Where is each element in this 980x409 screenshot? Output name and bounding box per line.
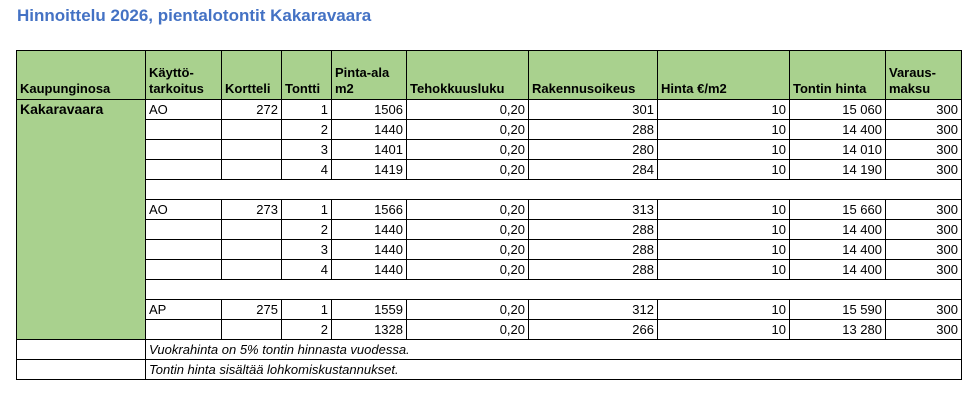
- cell-rakennusoikeus: 288: [529, 240, 658, 260]
- spacer-cell: [146, 280, 962, 300]
- cell-kayttotarkoitus: [146, 220, 222, 240]
- cell-tehokkuusluku: 0,20: [407, 320, 529, 340]
- cell-rakennusoikeus: 280: [529, 140, 658, 160]
- pricing-table: [16, 50, 962, 380]
- cell-kortteli: 275: [222, 300, 282, 320]
- cell-hinta: 10: [658, 220, 790, 240]
- cell-pinta-ala: 1440: [332, 240, 407, 260]
- cell-pinta-ala: 1566: [332, 200, 407, 220]
- spacer-cell: [146, 180, 962, 200]
- cell-varausmaksu: 300: [886, 140, 962, 160]
- table-row: [17, 240, 962, 260]
- table-row: [17, 200, 962, 220]
- cell-varausmaksu: 300: [886, 120, 962, 140]
- cell-tehokkuusluku: 0,20: [407, 220, 529, 240]
- cell-varausmaksu: 300: [886, 220, 962, 240]
- cell-tontti: 3: [282, 240, 332, 260]
- cell-kayttotarkoitus: AP: [146, 300, 222, 320]
- table-row: [17, 320, 962, 340]
- cell-pinta-ala: 1401: [332, 140, 407, 160]
- cell-hinta: 10: [658, 120, 790, 140]
- spacer-row: [17, 280, 962, 300]
- header-pinta-ala: Pinta-ala m2: [332, 51, 407, 100]
- cell-tontti: 1: [282, 300, 332, 320]
- cell-tontin-hinta: 14 400: [790, 220, 886, 240]
- header-tontin-hinta: Tontin hinta: [790, 51, 886, 100]
- cell-kayttotarkoitus: [146, 320, 222, 340]
- cell-tehokkuusluku: 0,20: [407, 100, 529, 120]
- cell-varausmaksu: 300: [886, 100, 962, 120]
- cell-kayttotarkoitus: AO: [146, 100, 222, 120]
- cell-tehokkuusluku: 0,20: [407, 140, 529, 160]
- district-cell: Kakaravaara: [17, 100, 146, 340]
- cell-tehokkuusluku: 0,20: [407, 260, 529, 280]
- cell-tontin-hinta: 13 280: [790, 320, 886, 340]
- cell-rakennusoikeus: 313: [529, 200, 658, 220]
- cell-tontin-hinta: 15 590: [790, 300, 886, 320]
- header-varausmaksu: Varaus- maksu: [886, 51, 962, 100]
- cell-varausmaksu: 300: [886, 260, 962, 280]
- cell-rakennusoikeus: 312: [529, 300, 658, 320]
- cell-tontti: 2: [282, 320, 332, 340]
- header-kayttotarkoitus: Käyttö- tarkoitus: [146, 51, 222, 100]
- header-tontti: Tontti: [282, 51, 332, 100]
- cell-tehokkuusluku: 0,20: [407, 120, 529, 140]
- cell-kortteli: 273: [222, 200, 282, 220]
- note-text: Tontin hinta sisältää lohkomiskustannukset.: [146, 360, 962, 380]
- header-tehokkuusluku: Tehokkuusluku: [407, 51, 529, 100]
- cell-tontti: 4: [282, 160, 332, 180]
- table-row: [17, 260, 962, 280]
- cell-tehokkuusluku: 0,20: [407, 240, 529, 260]
- cell-kortteli: 272: [222, 100, 282, 120]
- cell-hinta: 10: [658, 260, 790, 280]
- cell-rakennusoikeus: 284: [529, 160, 658, 180]
- cell-tontti: 2: [282, 220, 332, 240]
- cell-kortteli: [222, 240, 282, 260]
- cell-rakennusoikeus: 288: [529, 260, 658, 280]
- cell-rakennusoikeus: 301: [529, 100, 658, 120]
- cell-kortteli: [222, 140, 282, 160]
- cell-kayttotarkoitus: [146, 160, 222, 180]
- cell-tehokkuusluku: 0,20: [407, 160, 529, 180]
- cell-tontin-hinta: 14 400: [790, 120, 886, 140]
- cell-kortteli: [222, 260, 282, 280]
- cell-hinta: 10: [658, 160, 790, 180]
- cell-tontti: 3: [282, 140, 332, 160]
- cell-varausmaksu: 300: [886, 320, 962, 340]
- table-row: [17, 120, 962, 140]
- note-blank-cell: [17, 340, 146, 360]
- cell-varausmaksu: 300: [886, 300, 962, 320]
- spacer-row: [17, 180, 962, 200]
- cell-pinta-ala: 1440: [332, 260, 407, 280]
- cell-kayttotarkoitus: [146, 260, 222, 280]
- table-row: [17, 220, 962, 240]
- header-kortteli: Kortteli: [222, 51, 282, 100]
- header-rakennusoikeus: Rakennusoikeus: [529, 51, 658, 100]
- note-blank-cell: [17, 360, 146, 380]
- cell-tehokkuusluku: 0,20: [407, 200, 529, 220]
- page-title: Hinnoittelu 2026, pientalotontit Kakaravaara: [17, 6, 372, 25]
- table-row: [17, 140, 962, 160]
- cell-tontti: 1: [282, 200, 332, 220]
- cell-rakennusoikeus: 288: [529, 220, 658, 240]
- cell-hinta: 10: [658, 140, 790, 160]
- cell-varausmaksu: 300: [886, 160, 962, 180]
- table-row: [17, 300, 962, 320]
- cell-tontin-hinta: 15 660: [790, 200, 886, 220]
- cell-kortteli: [222, 220, 282, 240]
- cell-kayttotarkoitus: [146, 240, 222, 260]
- cell-kortteli: [222, 320, 282, 340]
- cell-pinta-ala: 1440: [332, 220, 407, 240]
- cell-pinta-ala: 1419: [332, 160, 407, 180]
- cell-rakennusoikeus: 266: [529, 320, 658, 340]
- cell-hinta: 10: [658, 320, 790, 340]
- cell-kayttotarkoitus: AO: [146, 200, 222, 220]
- cell-tontin-hinta: 14 190: [790, 160, 886, 180]
- cell-varausmaksu: 300: [886, 200, 962, 220]
- table-row: [17, 100, 962, 120]
- cell-pinta-ala: 1506: [332, 100, 407, 120]
- cell-pinta-ala: 1328: [332, 320, 407, 340]
- note-row: [17, 340, 962, 360]
- header-row: [17, 51, 962, 100]
- cell-hinta: 10: [658, 300, 790, 320]
- cell-hinta: 10: [658, 100, 790, 120]
- table-body: [17, 100, 962, 380]
- cell-rakennusoikeus: 288: [529, 120, 658, 140]
- note-row: [17, 360, 962, 380]
- header-hinta: Hinta €/m2: [658, 51, 790, 100]
- cell-hinta: 10: [658, 200, 790, 220]
- cell-kayttotarkoitus: [146, 140, 222, 160]
- cell-tontin-hinta: 14 400: [790, 260, 886, 280]
- cell-tontti: 4: [282, 260, 332, 280]
- header-kaupunginosa: Kaupunginosa: [17, 51, 146, 100]
- cell-tontti: 2: [282, 120, 332, 140]
- cell-tontin-hinta: 14 010: [790, 140, 886, 160]
- cell-tehokkuusluku: 0,20: [407, 300, 529, 320]
- cell-kortteli: [222, 160, 282, 180]
- cell-tontin-hinta: 14 400: [790, 240, 886, 260]
- cell-pinta-ala: 1440: [332, 120, 407, 140]
- cell-kortteli: [222, 120, 282, 140]
- cell-hinta: 10: [658, 240, 790, 260]
- cell-pinta-ala: 1559: [332, 300, 407, 320]
- note-text: Vuokrahinta on 5% tontin hinnasta vuodessa.: [146, 340, 962, 360]
- cell-kayttotarkoitus: [146, 120, 222, 140]
- cell-tontti: 1: [282, 100, 332, 120]
- cell-varausmaksu: 300: [886, 240, 962, 260]
- table-row: [17, 160, 962, 180]
- cell-tontin-hinta: 15 060: [790, 100, 886, 120]
